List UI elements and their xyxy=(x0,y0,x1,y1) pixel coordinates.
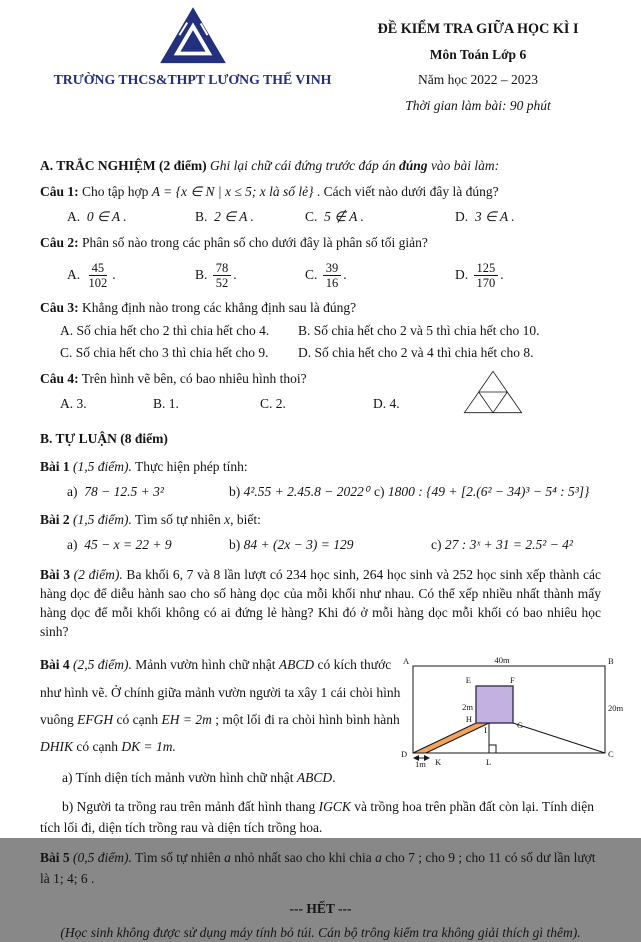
exercise-1-parts xyxy=(40,483,601,501)
question-1-set-notation: A = {x ∈ N | x ≤ 5; x là số lẻ} xyxy=(151,184,314,200)
exam-body xyxy=(0,157,641,942)
option-a: A. 0 ∈ A . xyxy=(67,209,127,225)
option-a: A. 3. xyxy=(60,396,87,412)
header-school-block xyxy=(40,10,345,115)
option-c: C. 2. xyxy=(260,396,286,412)
question-1-label: Câu 1: xyxy=(40,184,79,200)
question-4-label: Câu 4: xyxy=(40,371,79,387)
rhombus-figure xyxy=(462,364,524,420)
exam-title: ĐỀ KIỂM TRA GIỮA HỌC KÌ I xyxy=(377,21,579,37)
garden-figure xyxy=(399,651,637,788)
question-1-post: . Cách viết nào dưới đây là đúng? xyxy=(313,184,499,200)
exercise-1 xyxy=(40,458,601,476)
exercise-4-text-column: Bài 4 (2,5 điểm). Mảnh vườn hình chữ nhật ABCD có kích thước như hình vẽ. Ở chính giữa mảnh vườn người ta xây 1 cái chòi hình vuông EFGH có cạnh EH = 2m ; một lối đi ra chòi hình bình hành DHIK có cạnh DK = 1m. a) Tính diện tích mảnh vườn hình chữ nhật ABCD. xyxy=(40,651,404,788)
option-c: C. $\frac{39}{16}$ . xyxy=(305,260,347,291)
footer-note: (Học sinh không được sử dụng máy tính bỏ túi. Cán bộ trông kiểm tra không giải thích gì thêm). xyxy=(60,925,581,941)
path-parallelogram xyxy=(413,723,489,753)
exercise-5-points: (0,5 điểm). xyxy=(69,849,132,865)
option-a: A. Số chia hết cho 2 thì chia hết cho 4. xyxy=(60,322,270,338)
exercise-5: Bài 5 (0,5 điểm). Tìm số tự nhiên a nhỏ nhất sao cho khi chia a cho 7 ; cho 9 ; cho 11 có số dư lần lượt là 1; 4; 6 . xyxy=(40,849,596,887)
exercise-3-points: (2 điểm). xyxy=(69,566,123,582)
label-H: H xyxy=(465,714,472,725)
dim-path: 1m xyxy=(415,759,426,770)
question-2-label: Câu 2: xyxy=(40,235,79,251)
fraction: $\frac{45}{102}$ xyxy=(88,260,108,291)
exercise-4-block xyxy=(40,651,624,788)
option-d: D. 3 ∈ A . xyxy=(455,209,515,225)
exercise-2-label: Bài 2 xyxy=(40,512,70,528)
exercise-3-text: Ba khối 6, 7 và 8 lần lượt có 234 học sinh, 264 học sinh và 252 học sinh xếp thành các hàng dọc để diễu hành sao cho số hàng dọc của mỗi khối như nhau. Có thể xếp nhiều nhất thành mấy hàng dọc để mỗi khối không có ai đứng lẻ hàng? Khi đó ở mỗi hàng dọc mỗi khối có bao nhiêu học sinh? xyxy=(40,566,602,640)
exercise-5-label: Bài 5 xyxy=(40,849,70,865)
exercise-1-points: (1,5 điểm). xyxy=(69,458,132,474)
path-side: DK = 1m. xyxy=(121,739,176,755)
section-b-title: B. TỰ LUẬN (8 điểm) xyxy=(40,430,168,446)
question-3-label: Câu 3: xyxy=(40,300,79,316)
exam-subject: Môn Toán Lớp 6 xyxy=(429,47,527,63)
exercise-2-text-pre: Tìm số tự nhiên xyxy=(131,512,225,528)
question-2 xyxy=(40,234,601,252)
section-a-instruction-post: vào bài làm: xyxy=(427,157,500,173)
question-3-options-row-1 xyxy=(40,322,601,340)
question-2-text: Phân số nào trong các phân số cho dưới đây là phân số tối giản? xyxy=(78,235,428,251)
part-b: b) 4².55 + 2.45.8 − 2022⁰ xyxy=(229,483,370,499)
exercise-1-text: Thực hiện phép tính: xyxy=(131,458,248,474)
dim-side: 2m xyxy=(462,702,473,713)
square-name: EFGH xyxy=(77,711,114,727)
exam-year: Năm học 2022 – 2023 xyxy=(418,72,538,88)
triangle-logo-icon xyxy=(162,10,224,68)
square-side: EH = 2m xyxy=(161,711,212,727)
label-A: A xyxy=(403,656,410,667)
exercise-2-points: (1,5 điểm). xyxy=(69,512,132,528)
fraction: $\frac{39}{16}$ xyxy=(323,261,342,291)
label-G: G xyxy=(517,720,524,731)
exercise-3 xyxy=(40,565,601,642)
part-c: c) 1800 : {49 + [2.(6² − 34)³ − 5⁴ : 5³]} xyxy=(374,483,590,499)
question-1-pre: Cho tập hợp xyxy=(78,184,152,200)
gazebo-square xyxy=(476,686,513,723)
exercise-4-part-a: a) Tính diện tích mảnh vườn hình chữ nhật ABCD. xyxy=(62,770,336,786)
option-b: B. Số chia hết cho 2 và 5 thì chia hết cho 10. xyxy=(298,322,540,338)
exercise-2-parts xyxy=(40,536,601,554)
option-d: D. 4. xyxy=(373,396,400,412)
label-C: C xyxy=(608,749,614,760)
exercise-3-label: Bài 3 xyxy=(40,566,70,582)
exam-duration: Thời gian làm bài: 90 phút xyxy=(405,97,551,113)
question-1-options xyxy=(40,208,601,226)
school-logo-icon xyxy=(40,10,345,70)
school-name: TRƯỜNG THCS&THPT LƯƠNG THẾ VINH xyxy=(53,72,332,87)
section-a-instruction-emph: đúng xyxy=(399,157,428,173)
label-F: F xyxy=(510,675,515,686)
part-a: a) 78 − 12.5 + 3² xyxy=(67,483,164,499)
label-D: D xyxy=(401,749,408,760)
exercise-4-part-b: b) Người ta trồng rau trên mảnh đất hình thang IGCK và trồng hoa trên phần đất còn lại. Tính diện tích lối đi, diện tích trồng rau và diện tích trồng hoa. xyxy=(40,798,594,836)
question-2-options xyxy=(40,260,601,292)
part-a: a) 45 − x = 22 + 9 xyxy=(67,537,172,553)
rect-name: ABCD xyxy=(278,657,315,673)
label-L: L xyxy=(486,757,492,768)
option-d: D. Số chia hết cho 2 và 4 thì chia hết cho 8. xyxy=(298,344,534,360)
exercise-2-text-post: , biết: xyxy=(230,512,261,528)
option-b: B. $\frac{78}{52}$ . xyxy=(195,260,237,291)
part-b: b) 84 + (2x − 3) = 129 xyxy=(229,537,354,553)
dim-right: 20m xyxy=(608,703,624,714)
question-1 xyxy=(40,183,601,201)
exercise-4-points: (2,5 điểm). xyxy=(69,657,132,673)
part-c: c) 27 : 3ˣ + 31 = 2.5² − 4² xyxy=(431,537,573,553)
exercise-2-variable: x xyxy=(224,512,231,528)
exercise-4-label: Bài 4 xyxy=(40,657,70,673)
option-b: B. 2 ∈ A . xyxy=(195,209,254,225)
question-3-text: Khẳng định nào trong các khẳng định sau là đúng? xyxy=(78,300,357,316)
header-exam-block xyxy=(345,10,611,115)
option-b: B. 1. xyxy=(153,396,179,412)
label-I: I xyxy=(484,725,487,736)
section-a-instruction-pre: Ghi lại chữ cái đứng trước đáp án xyxy=(206,157,400,173)
option-a: A. $\frac{45}{102}$ . xyxy=(67,260,116,291)
option-c: C. 5 ∉ A . xyxy=(305,209,364,225)
fraction: $\frac{78}{52}$ xyxy=(213,261,232,291)
exercise-2 xyxy=(40,511,601,529)
end-marker: --- HẾT --- xyxy=(289,900,352,916)
label-E: E xyxy=(465,675,471,686)
option-d: D. $\frac{125}{170}$ . xyxy=(455,260,504,291)
exercise-1-label: Bài 1 xyxy=(40,458,70,474)
section-a-heading xyxy=(40,157,601,175)
question-4-text: Trên hình vẽ bên, có bao nhiêu hình thoi? xyxy=(78,371,307,387)
question-4-block xyxy=(40,370,601,413)
option-c: C. Số chia hết cho 3 thì chia hết cho 9. xyxy=(60,344,269,360)
question-3 xyxy=(40,299,601,317)
parallelogram-name: DHIK xyxy=(40,739,73,755)
question-3-options-row-2 xyxy=(40,344,601,362)
dim-top: 40m xyxy=(494,655,510,666)
label-B: B xyxy=(608,656,614,667)
label-K: K xyxy=(435,757,442,768)
section-a-title: A. TRẮC NGHIỆM (2 điểm) xyxy=(40,157,207,173)
fraction: $\frac{125}{170}$ xyxy=(474,261,499,291)
header xyxy=(0,0,641,115)
